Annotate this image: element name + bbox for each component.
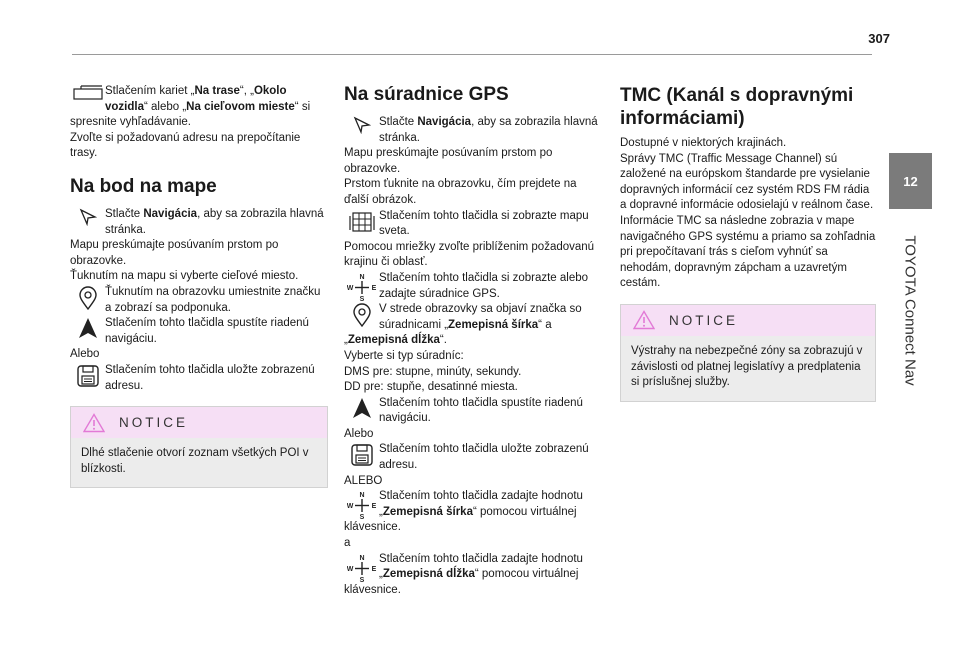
svg-text:N: N	[358, 554, 365, 562]
world-map-icon	[344, 210, 379, 234]
notice-box	[620, 304, 876, 402]
tap-map-text: Ťuknutím na mapu si vyberte cieľové miesto.	[70, 270, 299, 283]
column-2	[344, 84, 599, 598]
save-address-icon	[344, 443, 379, 467]
zoom-grid-text: Pomocou mriežky zvoľte priblíženim požadovanú krajinu či oblasť.	[344, 240, 595, 269]
notice-text: Dlhé stlačenie otvorí zoznam všetkých POI v blízkosti.	[81, 447, 309, 475]
page-number: 307	[868, 31, 890, 46]
svg-text:E: E	[371, 503, 376, 511]
tmc-description-text: Správy TMC (Traffic Message Channel) sú založené na európskom štandarde pre vysielanie dopravných informácií cez systém RDS FM rádia a dopravné informácie odosielajú v reálnom čase.	[620, 152, 874, 212]
tabs-icon	[70, 85, 105, 109]
svg-text:E: E	[371, 565, 376, 573]
compass-icon	[344, 553, 379, 583]
press-navigation-text: Stlačte Navigácia, aby sa zobrazila hlavná stránka.	[105, 207, 324, 236]
navigation-arrow-icon	[70, 208, 105, 232]
and-text: a	[344, 537, 351, 550]
location-pin-icon	[70, 286, 105, 310]
tmc-display-text: Informácie TMC sa následne zobrazia v mape navigačného GPS systému a priamo sa zohľadnia pri prepočítavaní trás s cieľom vyhnúť sa nehodám, dopravným zápcham a uzavretým cestám.	[620, 214, 876, 290]
guidance-arrow-icon	[344, 397, 379, 421]
explore-map-text: Mapu preskúmajte posúvaním prstom po obrazovke.	[70, 239, 279, 267]
longitude-entry-text: Stlačením tohto tlačidla zadajte hodnotu „Zemepisná dĺžka“ pomocou virtuálnej	[379, 552, 583, 581]
chapter-title-text: TOYOTA Connect Nav	[902, 234, 919, 386]
heading-tmc: TMC (Kanál s dopravnými informáciami)	[620, 85, 854, 129]
heading-map-point: Na bod na mape	[70, 175, 217, 197]
longitude-entry-text-cont: klávesnice.	[344, 583, 401, 596]
svg-text:S: S	[359, 576, 364, 583]
or-text: Alebo	[70, 348, 100, 361]
or-text: Alebo	[344, 427, 374, 440]
location-pin-icon	[344, 303, 379, 327]
svg-text:W: W	[346, 565, 353, 573]
search-refine-text-cont: spresnite vyhľadávanie.	[70, 116, 191, 129]
warning-triangle-icon	[633, 310, 655, 330]
column-3	[620, 84, 876, 402]
compass-icon	[344, 272, 379, 302]
save-address-text: Stlačením tohto tlačidla uložte zobrazenú adresu.	[379, 443, 589, 472]
svg-text:S: S	[359, 295, 364, 302]
explore-map-text: Mapu preskúmajte posúvaním prstom po obrazovke.	[344, 147, 553, 175]
guidance-arrow-icon	[70, 317, 105, 341]
notice-box	[70, 406, 328, 488]
save-address-text: Stlačením tohto tlačidla uložte zobrazenú adresu.	[105, 363, 315, 392]
chapter-tab: 12	[889, 153, 932, 209]
svg-text:W: W	[346, 284, 353, 292]
notice-label: NOTICE	[669, 312, 739, 328]
gps-coordinates-text: Stlačením tohto tlačidla si zobrazte alebo zadajte súradnice GPS.	[379, 271, 589, 300]
next-image-text: Prstom ťuknite na obrazovku, čím prejdete na ďalší obrázok.	[344, 178, 577, 206]
dms-text: DMS pre: stupne, minúty, sekundy.	[344, 365, 522, 378]
start-guidance-text: Stlačením tohto tlačidla spustíte riadenú navigáciu.	[379, 396, 583, 425]
notice-header	[71, 407, 327, 438]
notice-header	[621, 305, 875, 336]
or-caps-text: ALEBO	[344, 474, 383, 487]
header-divider	[72, 54, 872, 55]
notice-text: Výstrahy na nebezpečné zóny sa zobrazujú v závislosti od platnej legislatívy a predplatenia si príslušnej služby.	[631, 344, 863, 389]
center-marker-text-cont: „Zemepisná dĺžka“.	[344, 334, 447, 347]
compass-icon	[344, 490, 379, 521]
search-refine-text: Stlačením kariet „Na trase“, „Okolo vozidla“ alebo „Na cieľovom mieste“ si	[105, 85, 311, 113]
coordinate-type-text: Vyberte si typ súradníc:	[344, 349, 464, 362]
place-marker-text: Ťuknutím na obrazovku umiestnite značku a zobrazí sa podponuka.	[105, 285, 321, 314]
press-navigation-text: Stlačte Navigácia, aby sa zobrazila hlavná stránka.	[379, 116, 598, 144]
latitude-entry-text-cont: klávesnice.	[344, 521, 401, 534]
center-marker-text: V strede obrazovky sa objaví značka so súradnicami „Zemepisná šírka“ a	[379, 303, 582, 331]
notice-label: NOTICE	[119, 415, 189, 431]
world-map-text: Stlačením tohto tlačidla si zobrazte mapu sveta.	[379, 209, 589, 238]
select-address-text: Zvoľte si požadovanú adresu na prepočítanie trasy.	[70, 131, 301, 160]
svg-text:E: E	[371, 284, 376, 292]
navigation-arrow-icon	[344, 116, 379, 140]
chapter-title	[889, 215, 932, 405]
start-guidance-text: Stlačením tohto tlačidla spustíte riadenú navigáciu.	[105, 317, 309, 345]
heading-gps-coordinates: Na súradnice GPS	[344, 84, 509, 105]
warning-triangle-icon	[83, 413, 105, 433]
svg-text:S: S	[359, 514, 364, 521]
svg-text:N: N	[358, 492, 365, 500]
availability-text: Dostupné v niektorých krajinách.	[620, 137, 787, 149]
svg-text:W: W	[346, 503, 353, 511]
column-1	[70, 84, 328, 488]
save-address-icon	[70, 364, 105, 388]
dd-text: DD pre: stupňe, desatinné miesta.	[344, 381, 518, 394]
latitude-entry-text: Stlačením tohto tlačidla zadajte hodnotu „Zemepisná šírka“ pomocou virtuálnej	[379, 490, 583, 518]
svg-text:N: N	[358, 273, 365, 281]
